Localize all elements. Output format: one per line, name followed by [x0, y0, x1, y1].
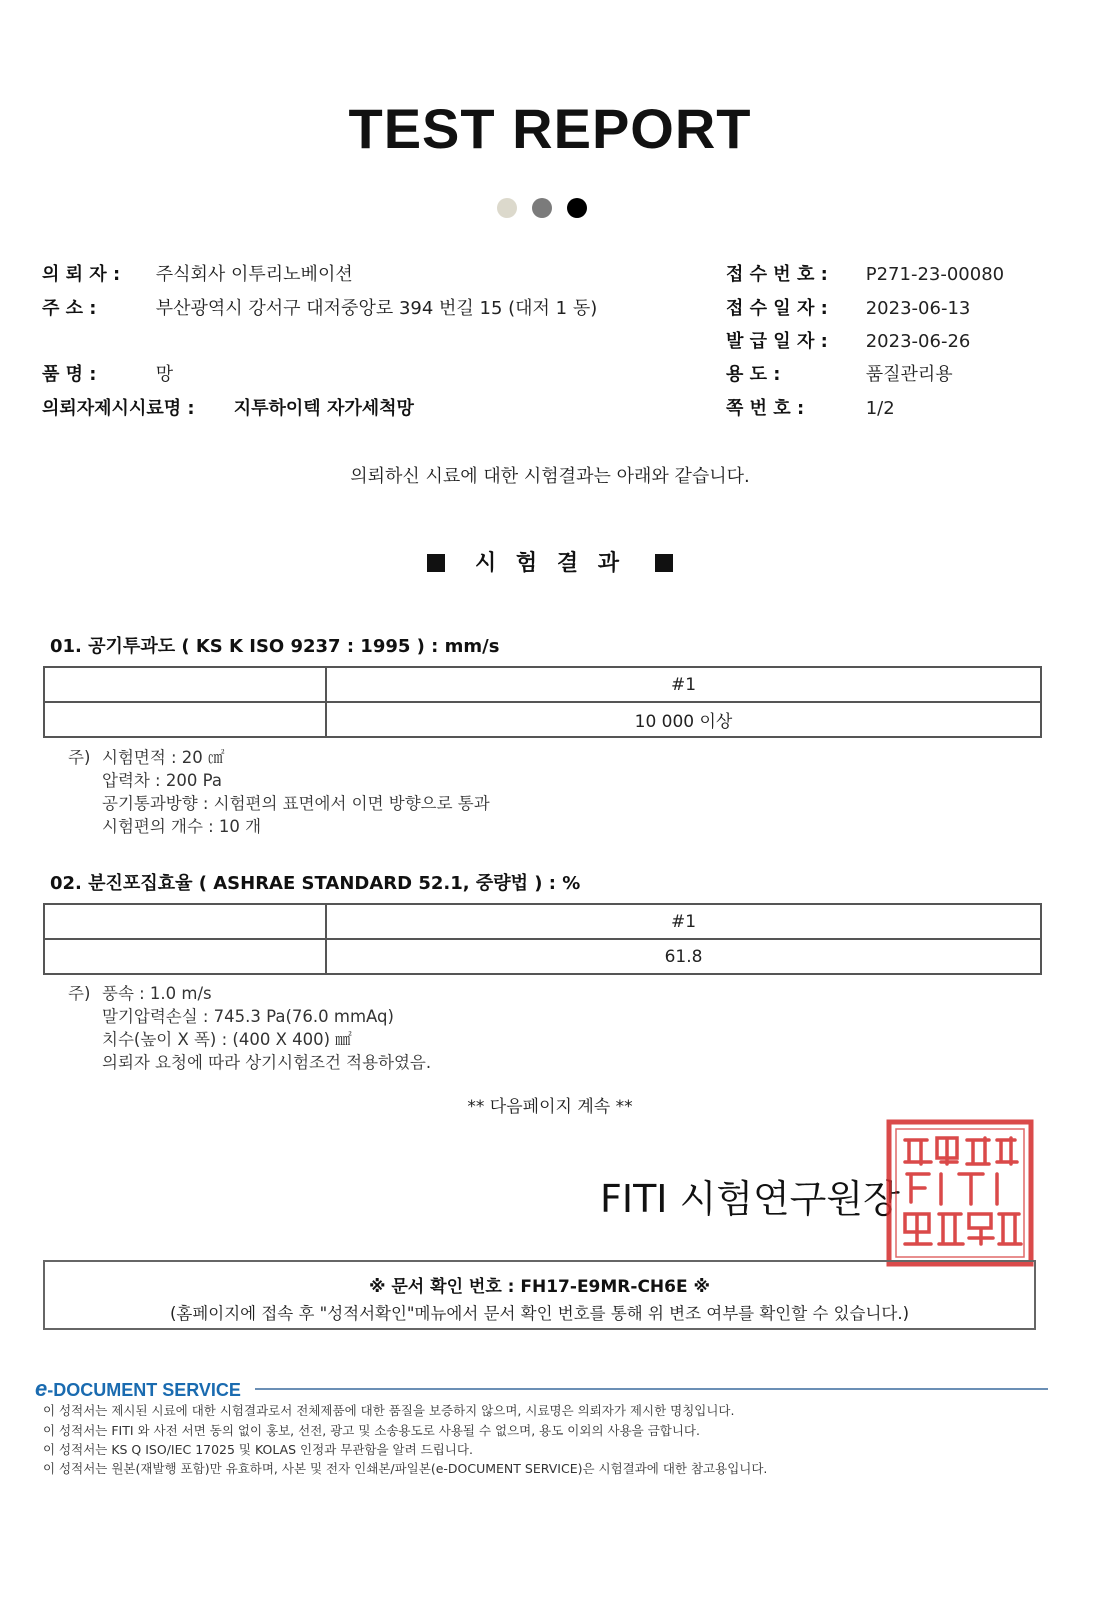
test2-note-pressure-loss: 말기압력손실 : 745.3 Pa(76.0 mmAq)	[102, 1007, 394, 1026]
receipt-number-value: P271-23-00080	[865, 264, 1005, 285]
purpose-value: 품질관리용	[865, 364, 953, 385]
test1-note-direction: 공기통과방향 : 시험편의 표면에서 이면 방향으로 통과	[102, 794, 490, 813]
table-cell-empty	[44, 939, 326, 974]
client-value: 주식회사 이투리노베이션	[155, 264, 353, 285]
intro-text: 의뢰하신 시료에 대한 시험결과는 아래와 같습니다.	[350, 466, 750, 487]
edocument-service-label	[35, 1376, 241, 1402]
product-label: 품 명 :	[42, 364, 97, 385]
confirmation-number: ※ 문서 확인 번호 : FH17-E9MR-CH6E ※	[368, 1277, 711, 1297]
test1-note-area: 시험면적 : 20 ㎠	[102, 748, 225, 767]
issuer-name: FITI 시험연구원장	[600, 1177, 900, 1221]
test2-note-dimensions: 치수(높이 X 폭) : (400 X 400) ㎟	[102, 1030, 352, 1049]
client-label: 의 뢰 자 :	[42, 264, 121, 285]
test1-table	[43, 666, 1042, 738]
sample-name-label: 의뢰자제시시료명 :	[42, 398, 195, 419]
report-title: TEST REPORT	[348, 97, 752, 160]
confirmation-instructions: (홈페이지에 접속 후 "성적서확인"메뉴에서 문서 확인 번호를 통해 위 변조 여부를 확인할 수 있습니다.)	[169, 1304, 910, 1323]
decor-dot-black	[567, 198, 587, 218]
test1-notes	[68, 746, 490, 838]
decor-dot-light	[497, 198, 517, 218]
square-bullet-icon	[427, 554, 445, 572]
test1-col-header: #1	[326, 667, 1041, 702]
test2-note-airspeed: 풍속 : 1.0 m/s	[102, 984, 212, 1003]
table-cell-empty	[44, 702, 326, 737]
sample-name-value: 지투하이텍 자가세척망	[233, 398, 414, 419]
receipt-number-row	[726, 262, 1004, 288]
table-row	[44, 904, 1041, 939]
page-number-label: 쪽 번 호 :	[726, 398, 805, 419]
test1-heading: 01. 공기투과도 ( KS K ISO 9237 : 1995 ) : mm/s	[50, 636, 500, 657]
disclaimer-line: 이 성적서는 제시된 시료에 대한 시험결과로서 전체제품에 대한 품질을 보증하지 않으며, 시료명은 의뢰자가 제시한 명칭입니다.	[43, 1403, 735, 1418]
disclaimer-line: 이 성적서는 KS Q ISO/IEC 17025 및 KOLAS 인정과 무관함을 알려 드립니다.	[43, 1442, 473, 1457]
table-cell-empty	[44, 667, 326, 702]
issue-date-label: 발 급 일 자 :	[726, 331, 828, 352]
purpose-label: 용 도 :	[726, 364, 781, 385]
address-row	[42, 296, 597, 322]
receipt-date-value: 2023-06-13	[865, 298, 971, 319]
client-row	[42, 262, 353, 288]
test2-note-condition: 의뢰자 요청에 따라 상기시험조건 적용하였음.	[102, 1053, 432, 1072]
product-value: 망	[155, 364, 174, 385]
address-value: 부산광역시 강서구 대저중앙로 394 번길 15 (대저 1 동)	[155, 298, 598, 319]
note-prefix: 주)	[68, 984, 91, 1003]
test2-value: 61.8	[326, 939, 1041, 974]
edocument-label-text: -DOCUMENT SERVICE	[47, 1380, 241, 1400]
section-title-text: 시 험 결 과	[475, 551, 625, 576]
test1-note-pressure: 압력차 : 200 Pa	[102, 771, 222, 790]
document-confirmation-box	[43, 1260, 1036, 1330]
official-seal-stamp	[885, 1118, 1035, 1268]
note-prefix: 주)	[68, 748, 91, 767]
issue-date-row	[726, 329, 970, 355]
receipt-date-label: 접 수 일 자 :	[726, 298, 828, 319]
section-title	[0, 546, 1100, 577]
test1-note-count: 시험편의 개수 : 10 개	[102, 817, 262, 836]
disclaimer-line: 이 성적서는 FITI 와 사전 서면 동의 없이 홍보, 선전, 광고 및 소송용도로 사용될 수 없으며, 용도 이외의 사용을 금합니다.	[43, 1423, 700, 1438]
test1-value: 10 000 이상	[326, 702, 1041, 737]
disclaimer-line: 이 성적서는 원본(재발행 포함)만 유효하며, 사본 및 전자 인쇄본/파일본(e-DOCUMENT SERVICE)은 시험결과에 대한 참고용입니다.	[43, 1461, 768, 1476]
decor-dot-gray	[532, 198, 552, 218]
edocument-e-glyph: e	[35, 1376, 48, 1401]
test2-notes	[68, 982, 431, 1074]
issue-date-value: 2023-06-26	[865, 331, 971, 352]
table-cell-empty	[44, 904, 326, 939]
table-row	[44, 667, 1041, 702]
page-number-row	[726, 396, 895, 422]
test2-table	[43, 903, 1042, 975]
square-bullet-icon	[655, 554, 673, 572]
test2-heading: 02. 분진포집효율 ( ASHRAE STANDARD 52.1, 중량법 ) : %	[50, 873, 581, 894]
sample-name-row	[42, 396, 414, 422]
product-row	[42, 362, 173, 388]
test2-col-header: #1	[326, 904, 1041, 939]
receipt-date-row	[726, 296, 970, 322]
table-row	[44, 939, 1041, 974]
divider-line	[255, 1388, 1048, 1390]
purpose-row	[726, 362, 953, 388]
receipt-number-label: 접 수 번 호 :	[726, 264, 828, 285]
address-label: 주 소 :	[42, 298, 97, 319]
page-number-value: 1/2	[865, 398, 895, 419]
continued-note: ** 다음페이지 계속 **	[467, 1097, 633, 1117]
table-row	[44, 702, 1041, 737]
